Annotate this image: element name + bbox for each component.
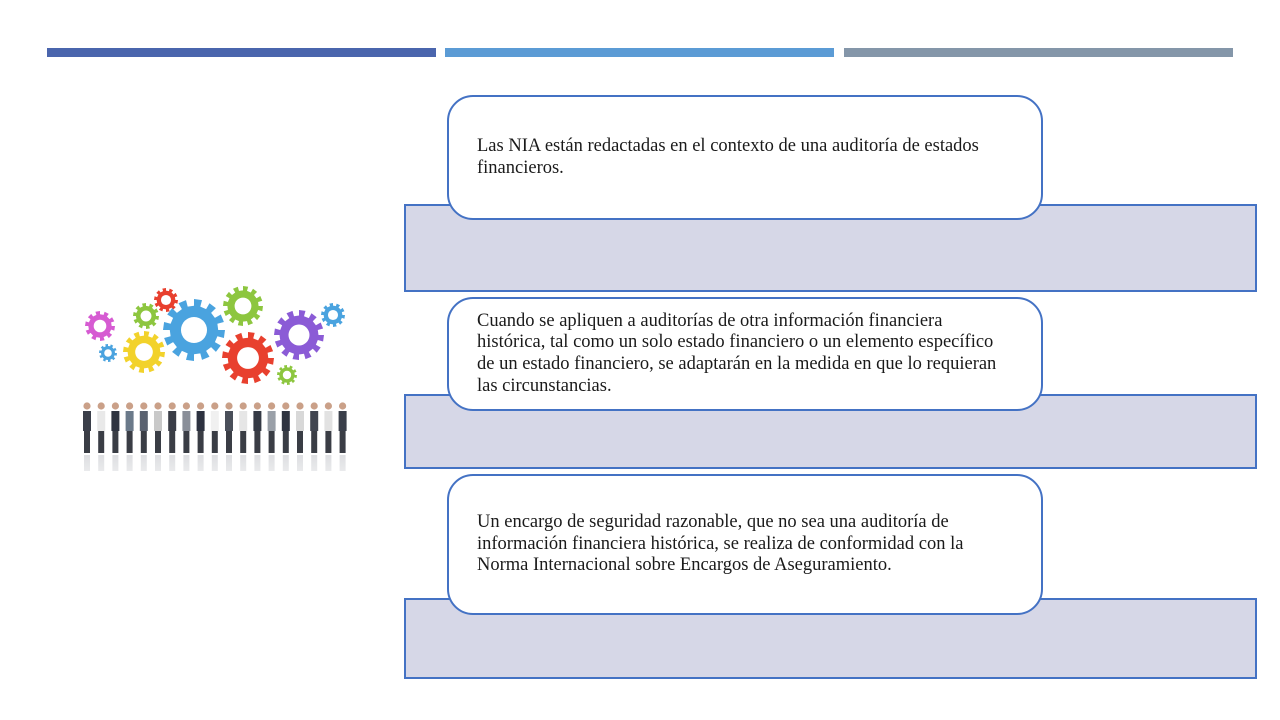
text-card-1: [447, 95, 1043, 220]
gear-icon: [223, 286, 263, 326]
card-3-text: Un encargo de seguridad razonable, que no sea una auditoría de información financiera histórica, se realiza de conformidad con la Norma Internacional sobre Encargos de Aseguramiento.: [477, 512, 964, 576]
gear-icon: [133, 303, 159, 329]
gear-icon: [99, 344, 117, 362]
text-card-2: [447, 297, 1043, 411]
gear-icon: [85, 311, 115, 341]
header-accent-bar-3: [844, 48, 1233, 57]
header-accent-bar-2: [445, 48, 834, 57]
gear-icon: [274, 310, 324, 360]
gears-and-people-illustration: [72, 278, 362, 498]
gear-icon: [222, 332, 274, 384]
gear-icon: [321, 303, 345, 327]
card-2-text: Cuando se apliquen a auditorías de otra información financiera histórica, tal como un solo estado financiero o un elemento específico de un estado financiero, se adaptarán en la medida en que lo requieran las circunstancias.: [477, 310, 997, 396]
text-card-3: [447, 474, 1043, 615]
gear-icon: [154, 288, 178, 312]
gear-icon: [277, 365, 297, 385]
header-accent-bar-1: [47, 48, 436, 57]
gear-icon: [123, 331, 165, 373]
card-1-text: Las NIA están redactadas en el contexto de una auditoría de estados financieros.: [477, 135, 979, 178]
